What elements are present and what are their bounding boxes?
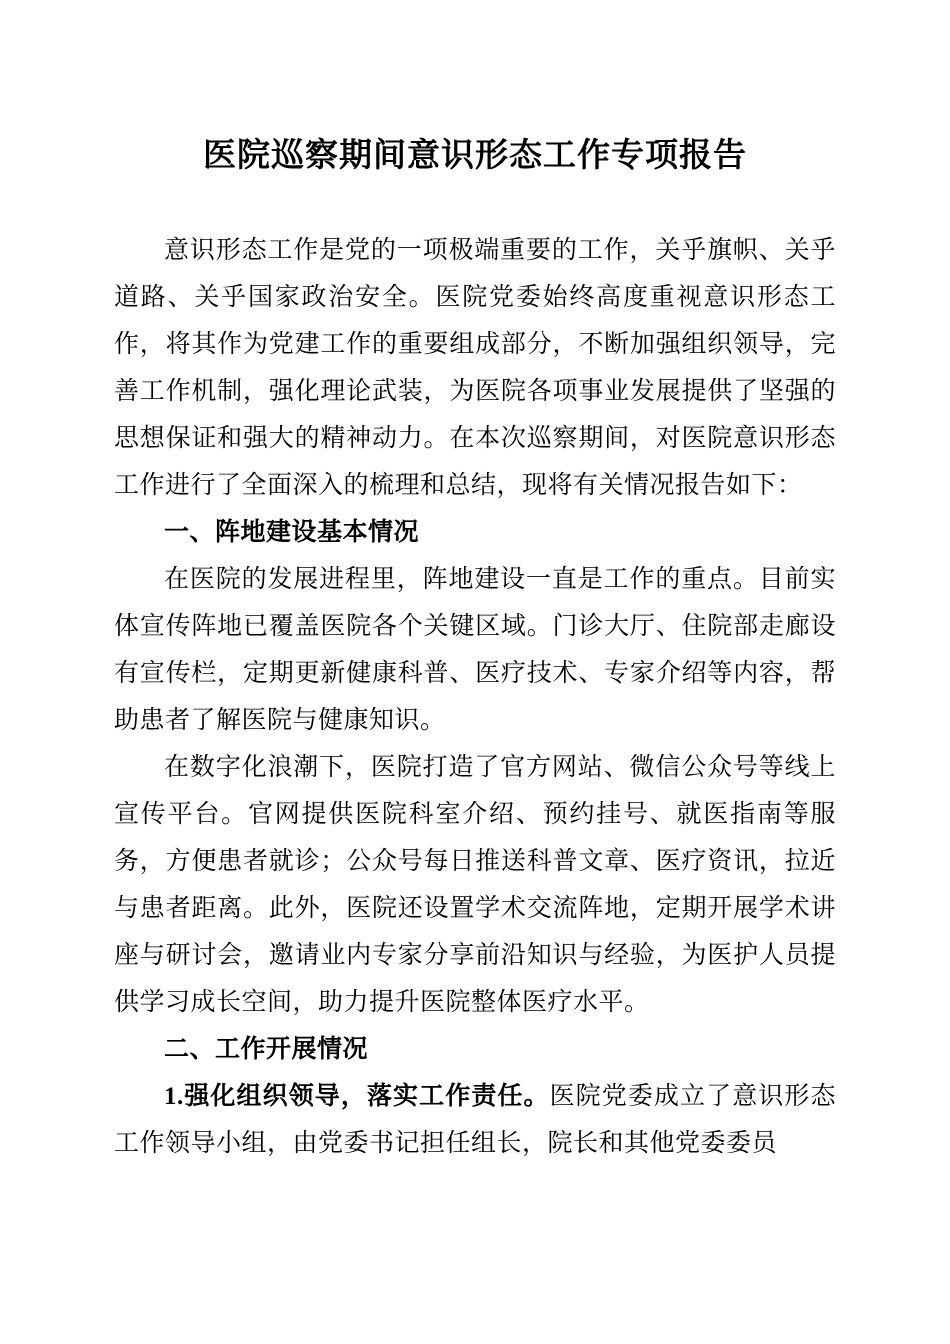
section1-heading: 一、阵地建设基本情况 xyxy=(164,519,420,546)
section2-item1-lead: 1.强化组织领导，落实工作责任。 xyxy=(164,1083,550,1110)
section2-item1-text: 医院党委成立了意识形态工作领导小组，由党委书记担任组长，院长和其他党委委员 xyxy=(114,1083,836,1157)
section2-item1-paragraph xyxy=(114,1073,836,1167)
document-title: 医院巡察期间意识形态工作专项报告 xyxy=(203,138,747,174)
section2-heading: 二、工作开展情况 xyxy=(164,1036,369,1063)
intro-paragraph: 意识形态工作是党的一项极端重要的工作，关乎旗帜、关乎道路、关乎国家政治安全。医院党委始终高度重视意识形态工作，将其作为党建工作的重要组成部分，不断加强组织领导，完善工作机制，强化理论武装，为医院各项事业发展提供了坚强的思想保证和强大的精神动力。在本次巡察期间，对医院意识形态工作进行了全面深入的梳理和总结，现将有关情况报告如下： xyxy=(114,237,836,499)
section1-paragraph-2: 在数字化浪潮下，医院打造了官方网站、微信公众号等线上宣传平台。官网提供医院科室介绍、预约挂号、就医指南等服务，方便患者就诊；公众号每日推送科普文章、医疗资讯，拉近与患者距离。此外，医院还设置学术交流阵地，定期开展学术讲座与研讨会，邀请业内专家分享前沿知识与经验，为医护人员提供学习成长空间，助力提升医院整体医疗水平。 xyxy=(114,754,836,1016)
section1-paragraph-1: 在医院的发展进程里，阵地建设一直是工作的重点。目前实体宣传阵地已覆盖医院各个关键区域。门诊大厅、住院部走廊设有宣传栏，定期更新健康科普、医疗技术、专家介绍等内容，帮助患者了解医院与健康知识。 xyxy=(114,566,836,734)
